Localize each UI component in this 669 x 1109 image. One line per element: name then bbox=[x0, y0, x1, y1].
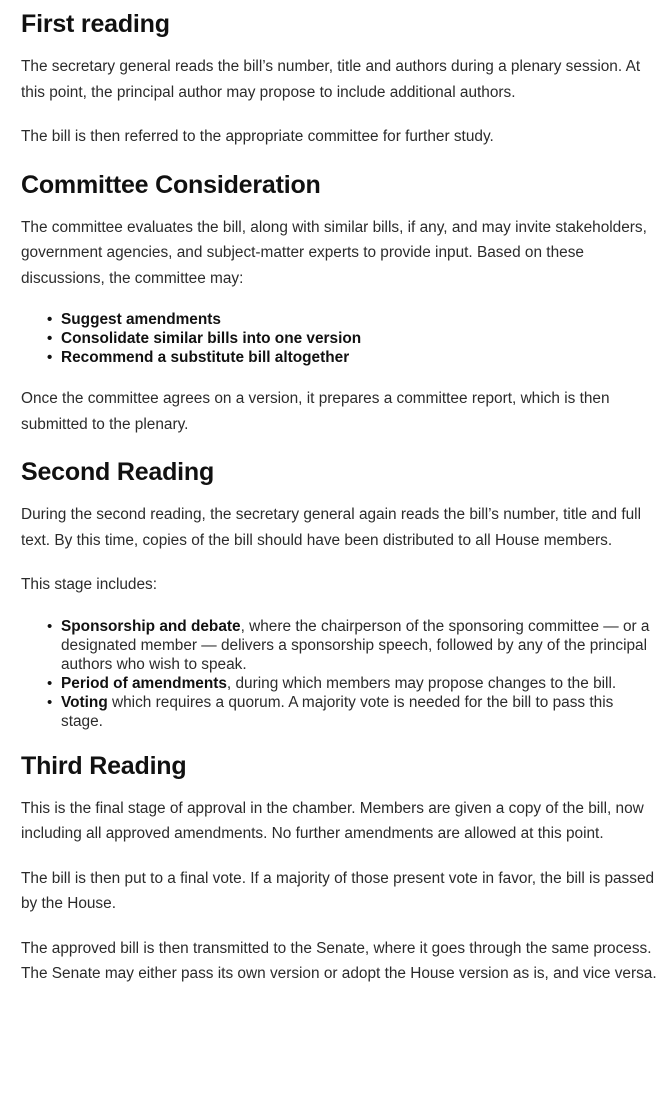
section-first-reading bbox=[21, 8, 659, 150]
list-item-text: , where the chairperson of the sponsoring committee — or a designated member — delivers a sponsorship speech, followed by any of the principal authors who wish to speak. bbox=[61, 617, 650, 673]
bullet-icon: • bbox=[47, 330, 53, 347]
list-item-text: Suggest amendments bbox=[61, 311, 221, 328]
bullet-icon: • bbox=[47, 674, 53, 692]
section-heading: First reading bbox=[21, 10, 170, 38]
paragraph: This stage includes: bbox=[21, 576, 158, 593]
bullet-icon: • bbox=[47, 617, 53, 635]
list-item-term: Sponsorship and debate bbox=[61, 617, 241, 635]
paragraph: This is the final stage of approval in the chamber. Members are given a copy of the bill, now including all approved amendments. No further amendments are allowed at this point. bbox=[21, 799, 644, 842]
list-item bbox=[47, 310, 659, 329]
section-third-reading bbox=[21, 750, 659, 987]
paragraph: During the second reading, the secretary general again reads the bill’s number, title and full text. By this time, copies of the bill should have been distributed to all House members. bbox=[21, 506, 641, 549]
stage-list bbox=[21, 617, 659, 731]
paragraph: Once the committee agrees on a version, it prepares a committee report, which is then submitted to the plenary. bbox=[21, 390, 610, 433]
paragraph: The approved bill is then transmitted to the Senate, where it goes through the same process. The Senate may either pass its own version or adopt the House version as is, and vice versa. bbox=[21, 939, 657, 982]
paragraph: The secretary general reads the bill’s number, title and authors during a plenary session. At this point, the principal author may propose to include additional authors. bbox=[21, 58, 641, 101]
section-heading: Third Reading bbox=[21, 751, 187, 780]
bullet-icon: • bbox=[47, 349, 53, 366]
list-item-text: which requires a quorum. A majority vote is needed for the bill to pass this stage. bbox=[61, 693, 614, 730]
list-item-term: Period of amendments bbox=[61, 674, 227, 692]
paragraph: The bill is then put to a final vote. If a majority of those present vote in favor, the bill is passed by the House. bbox=[21, 869, 655, 912]
list-item bbox=[47, 329, 659, 348]
bullet-icon: • bbox=[47, 693, 53, 711]
list-item-text: Consolidate similar bills into one version bbox=[61, 330, 362, 347]
list-item bbox=[47, 674, 659, 693]
section-heading: Committee Consideration bbox=[21, 170, 321, 199]
section-committee-consideration bbox=[21, 169, 659, 438]
bullet-icon: • bbox=[47, 311, 53, 328]
paragraph: The bill is then referred to the appropriate committee for further study. bbox=[21, 128, 494, 145]
list-item-text: , during which members may propose changes to the bill. bbox=[226, 674, 617, 692]
section-heading: Second Reading bbox=[21, 458, 215, 486]
list-item bbox=[47, 617, 659, 674]
committee-actions-list bbox=[21, 310, 659, 367]
list-item bbox=[47, 693, 659, 731]
list-item-term: Voting bbox=[61, 693, 108, 711]
section-second-reading bbox=[21, 456, 659, 731]
paragraph: The committee evaluates the bill, along with similar bills, if any, and may invite stakeholders, government agencies, and subject-matter experts to provide input. Based on these discussions, the committee may: bbox=[21, 218, 647, 287]
list-item bbox=[47, 348, 659, 367]
list-item-text: Recommend a substitute bill altogether bbox=[61, 349, 350, 366]
